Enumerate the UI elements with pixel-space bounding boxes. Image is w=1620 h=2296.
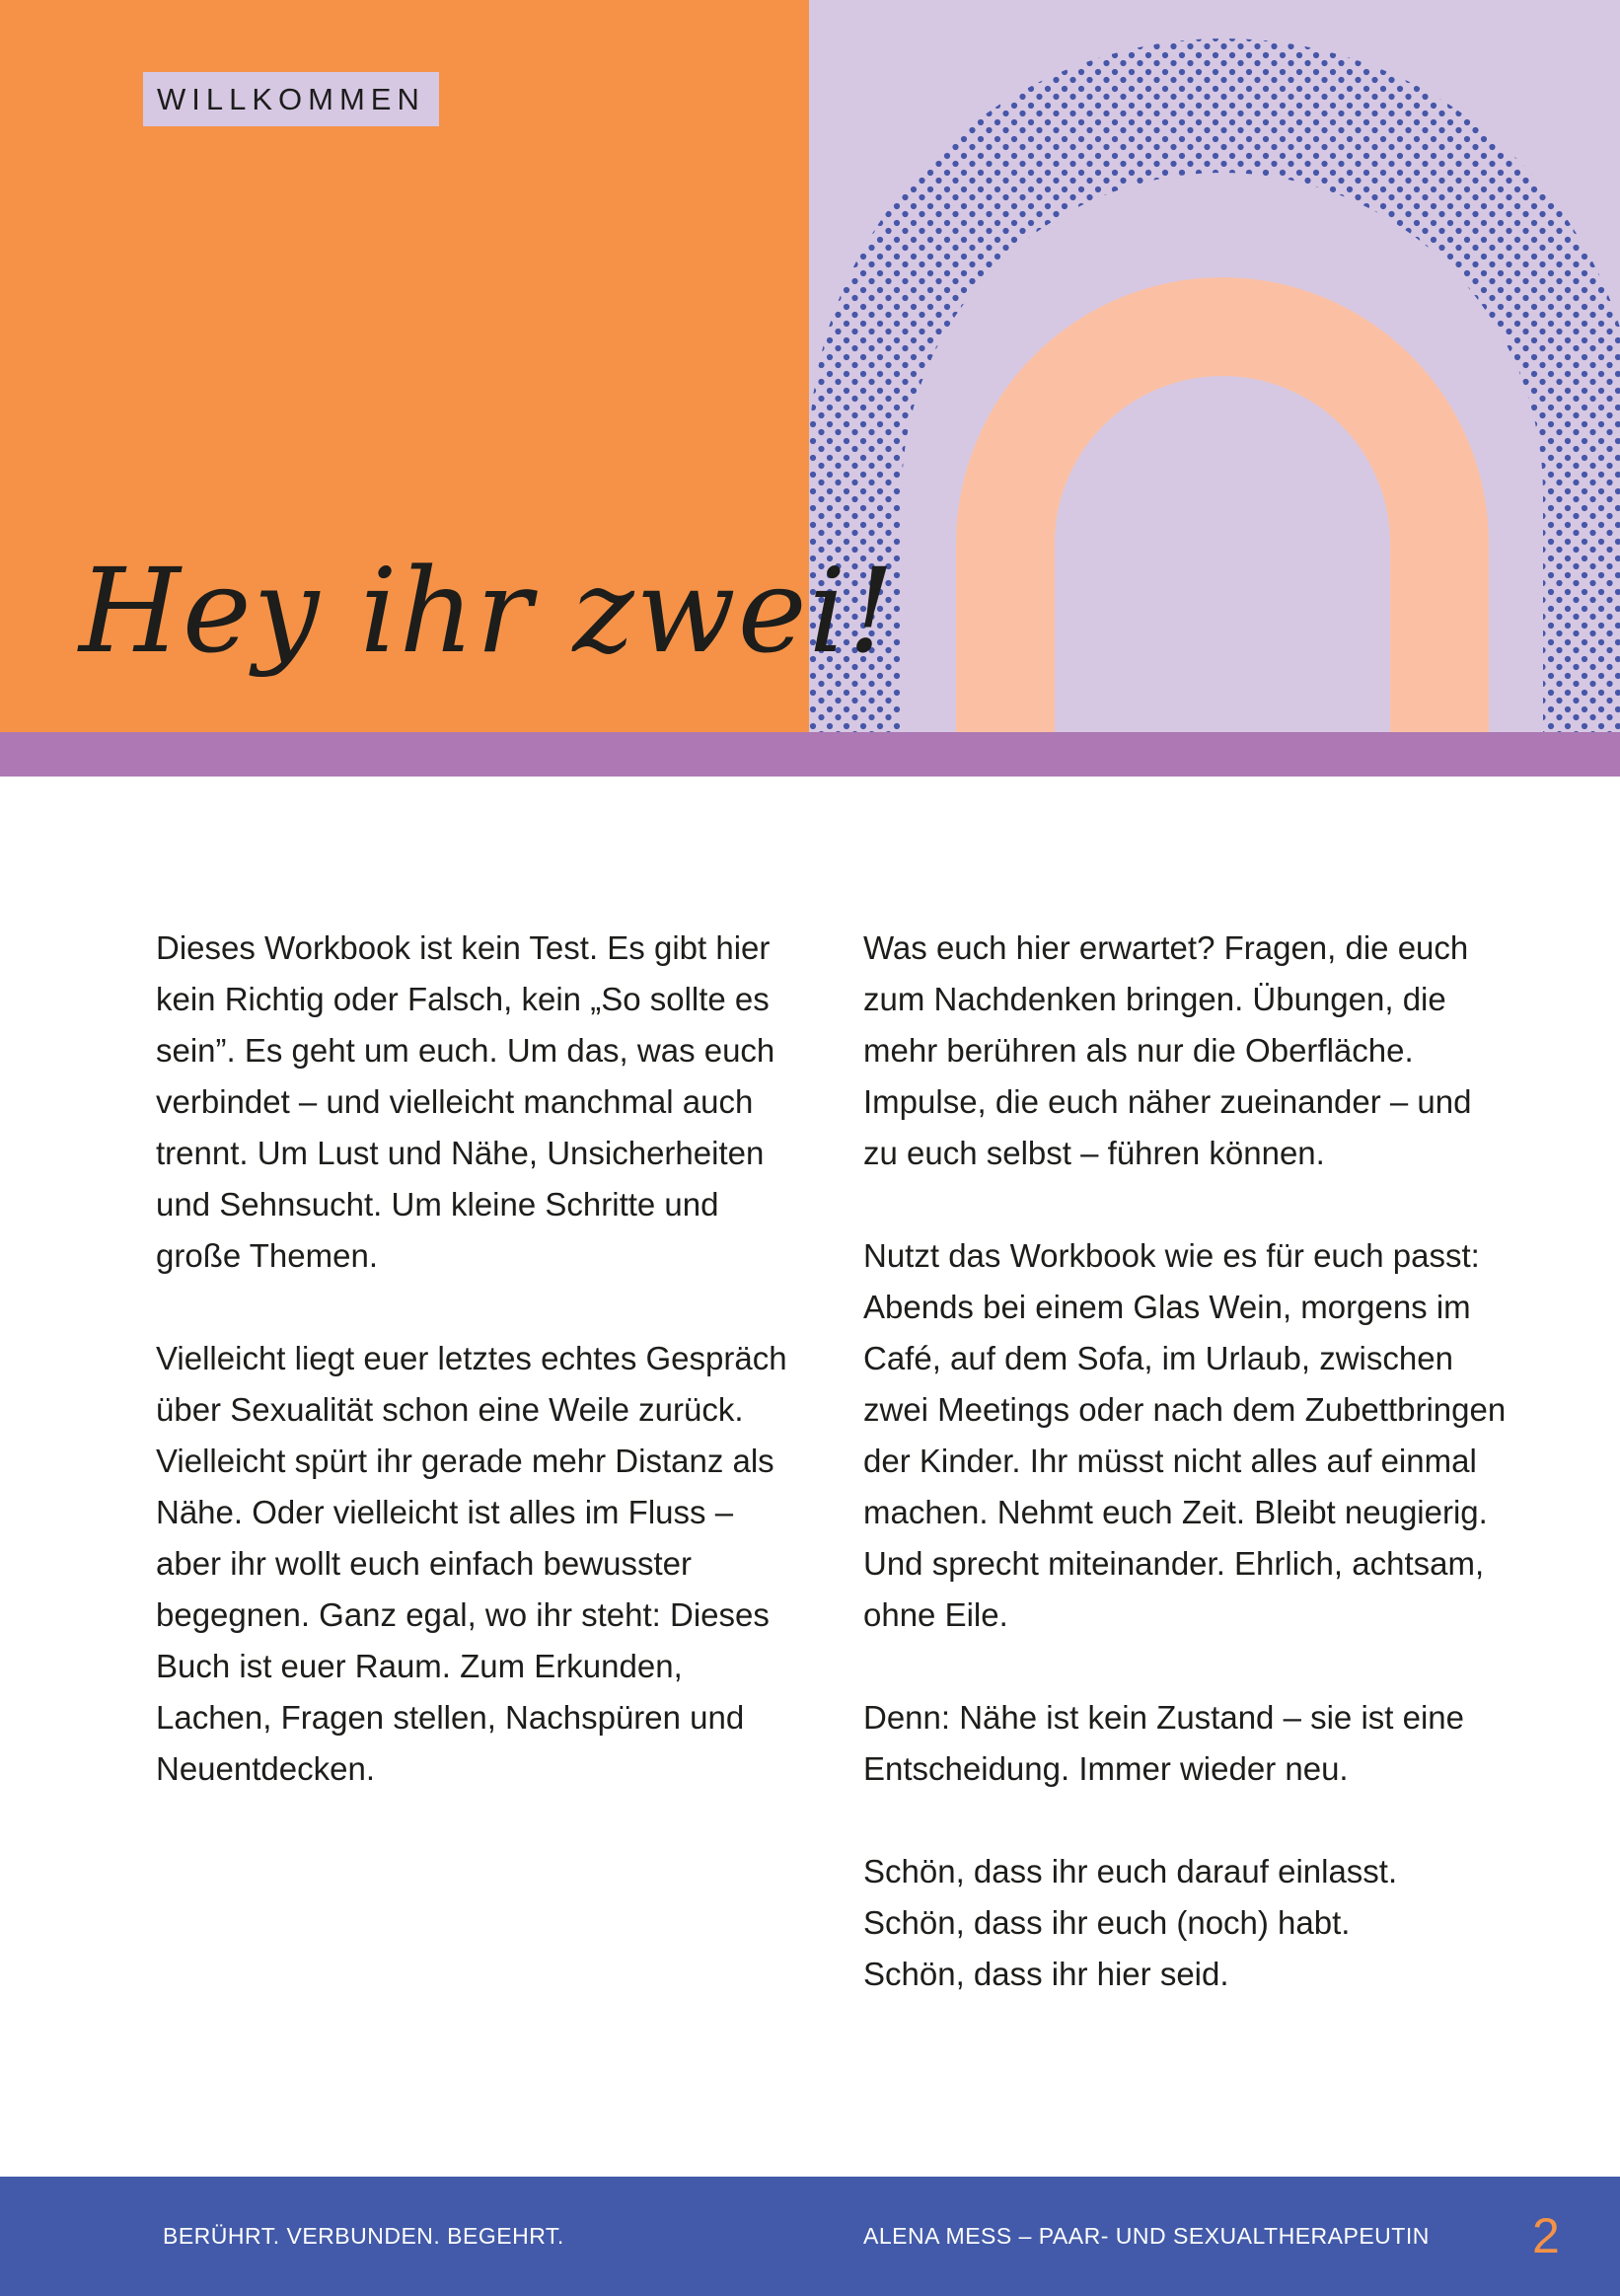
right-text-column: [863, 923, 1514, 2000]
footer-author: ALENA MESS – PAAR- UND SEXUALTHERAPEUTIN: [863, 2223, 1430, 2249]
peach-arch: [956, 277, 1489, 742]
section-label: WILLKOMMEN: [143, 72, 439, 126]
hero-purple-band: [0, 732, 1620, 777]
page-footer: [0, 2177, 1620, 2296]
closing-lines: [863, 1846, 1514, 2000]
paragraph: Denn: Nähe ist kein Zustand – sie ist eine Entscheidung. Immer wieder neu.: [863, 1699, 1465, 1787]
rainbow-arch-illustration: [809, 0, 1620, 732]
footer-tagline: BERÜHRT. VERBUNDEN. BEGEHRT.: [163, 2223, 564, 2249]
paragraph: Nutzt das Workbook wie es für euch passt: Abends bei einem Glas Wein, morgens im Café, auf dem Sofa, im Urlaub, zwischen zwei Meetings oder nach dem Zubettbringen der Kinder. Ihr müsst nicht alles auf einmal machen. Nehmt euch Zeit. Bleibt neugierig. Und sprecht miteinander. Ehrlich, achtsam, ohne Eile.: [863, 1237, 1507, 1633]
left-text-column: [156, 923, 787, 1846]
paragraph: Was euch hier erwartet? Fragen, die euch zum Nachdenken bringen. Übungen, die mehr berühren als nur die Oberfläche. Impulse, die euch näher zueinander – und zu euch selbst – führen können.: [863, 929, 1472, 1171]
dotted-arch: [809, 38, 1620, 740]
closing-line: Schön, dass ihr euch (noch) habt.: [863, 1904, 1351, 1941]
closing-line: Schön, dass ihr hier seid.: [863, 1956, 1229, 1992]
headline: [69, 513, 897, 710]
paragraph: Dieses Workbook ist kein Test. Es gibt hier kein Richtig oder Falsch, kein „So sollte es sein”. Es geht um euch. Um das, was euch verbindet – und vielleicht manchmal auch trennt. Um Lust und Nähe, Unsicherheiten und Sehnsucht. Um kleine Schritte und große Themen.: [156, 929, 775, 1274]
hero-lavender-panel: [809, 0, 1620, 732]
hero-banner: [0, 0, 1620, 777]
paragraph: Vielleicht liegt euer letztes echtes Gespräch über Sexualität schon eine Weile zurück. Vielleicht spürt ihr gerade mehr Distanz als Nähe. Oder vielleicht ist alles im Fluss – aber ihr wollt euch einfach bewusster begegnen. Ganz egal, wo ihr steht: Dieses Buch ist euer Raum. Zum Erkunden, Lachen, Fragen stellen, Nachspüren und Neuentdecken.: [156, 1340, 787, 1787]
svg-text:Hey ihr zwei!: Hey ihr zwei!: [79, 543, 897, 679]
closing-line: Schön, dass ihr euch darauf einlasst.: [863, 1853, 1398, 1889]
page-number: 2: [1532, 2208, 1560, 2263]
